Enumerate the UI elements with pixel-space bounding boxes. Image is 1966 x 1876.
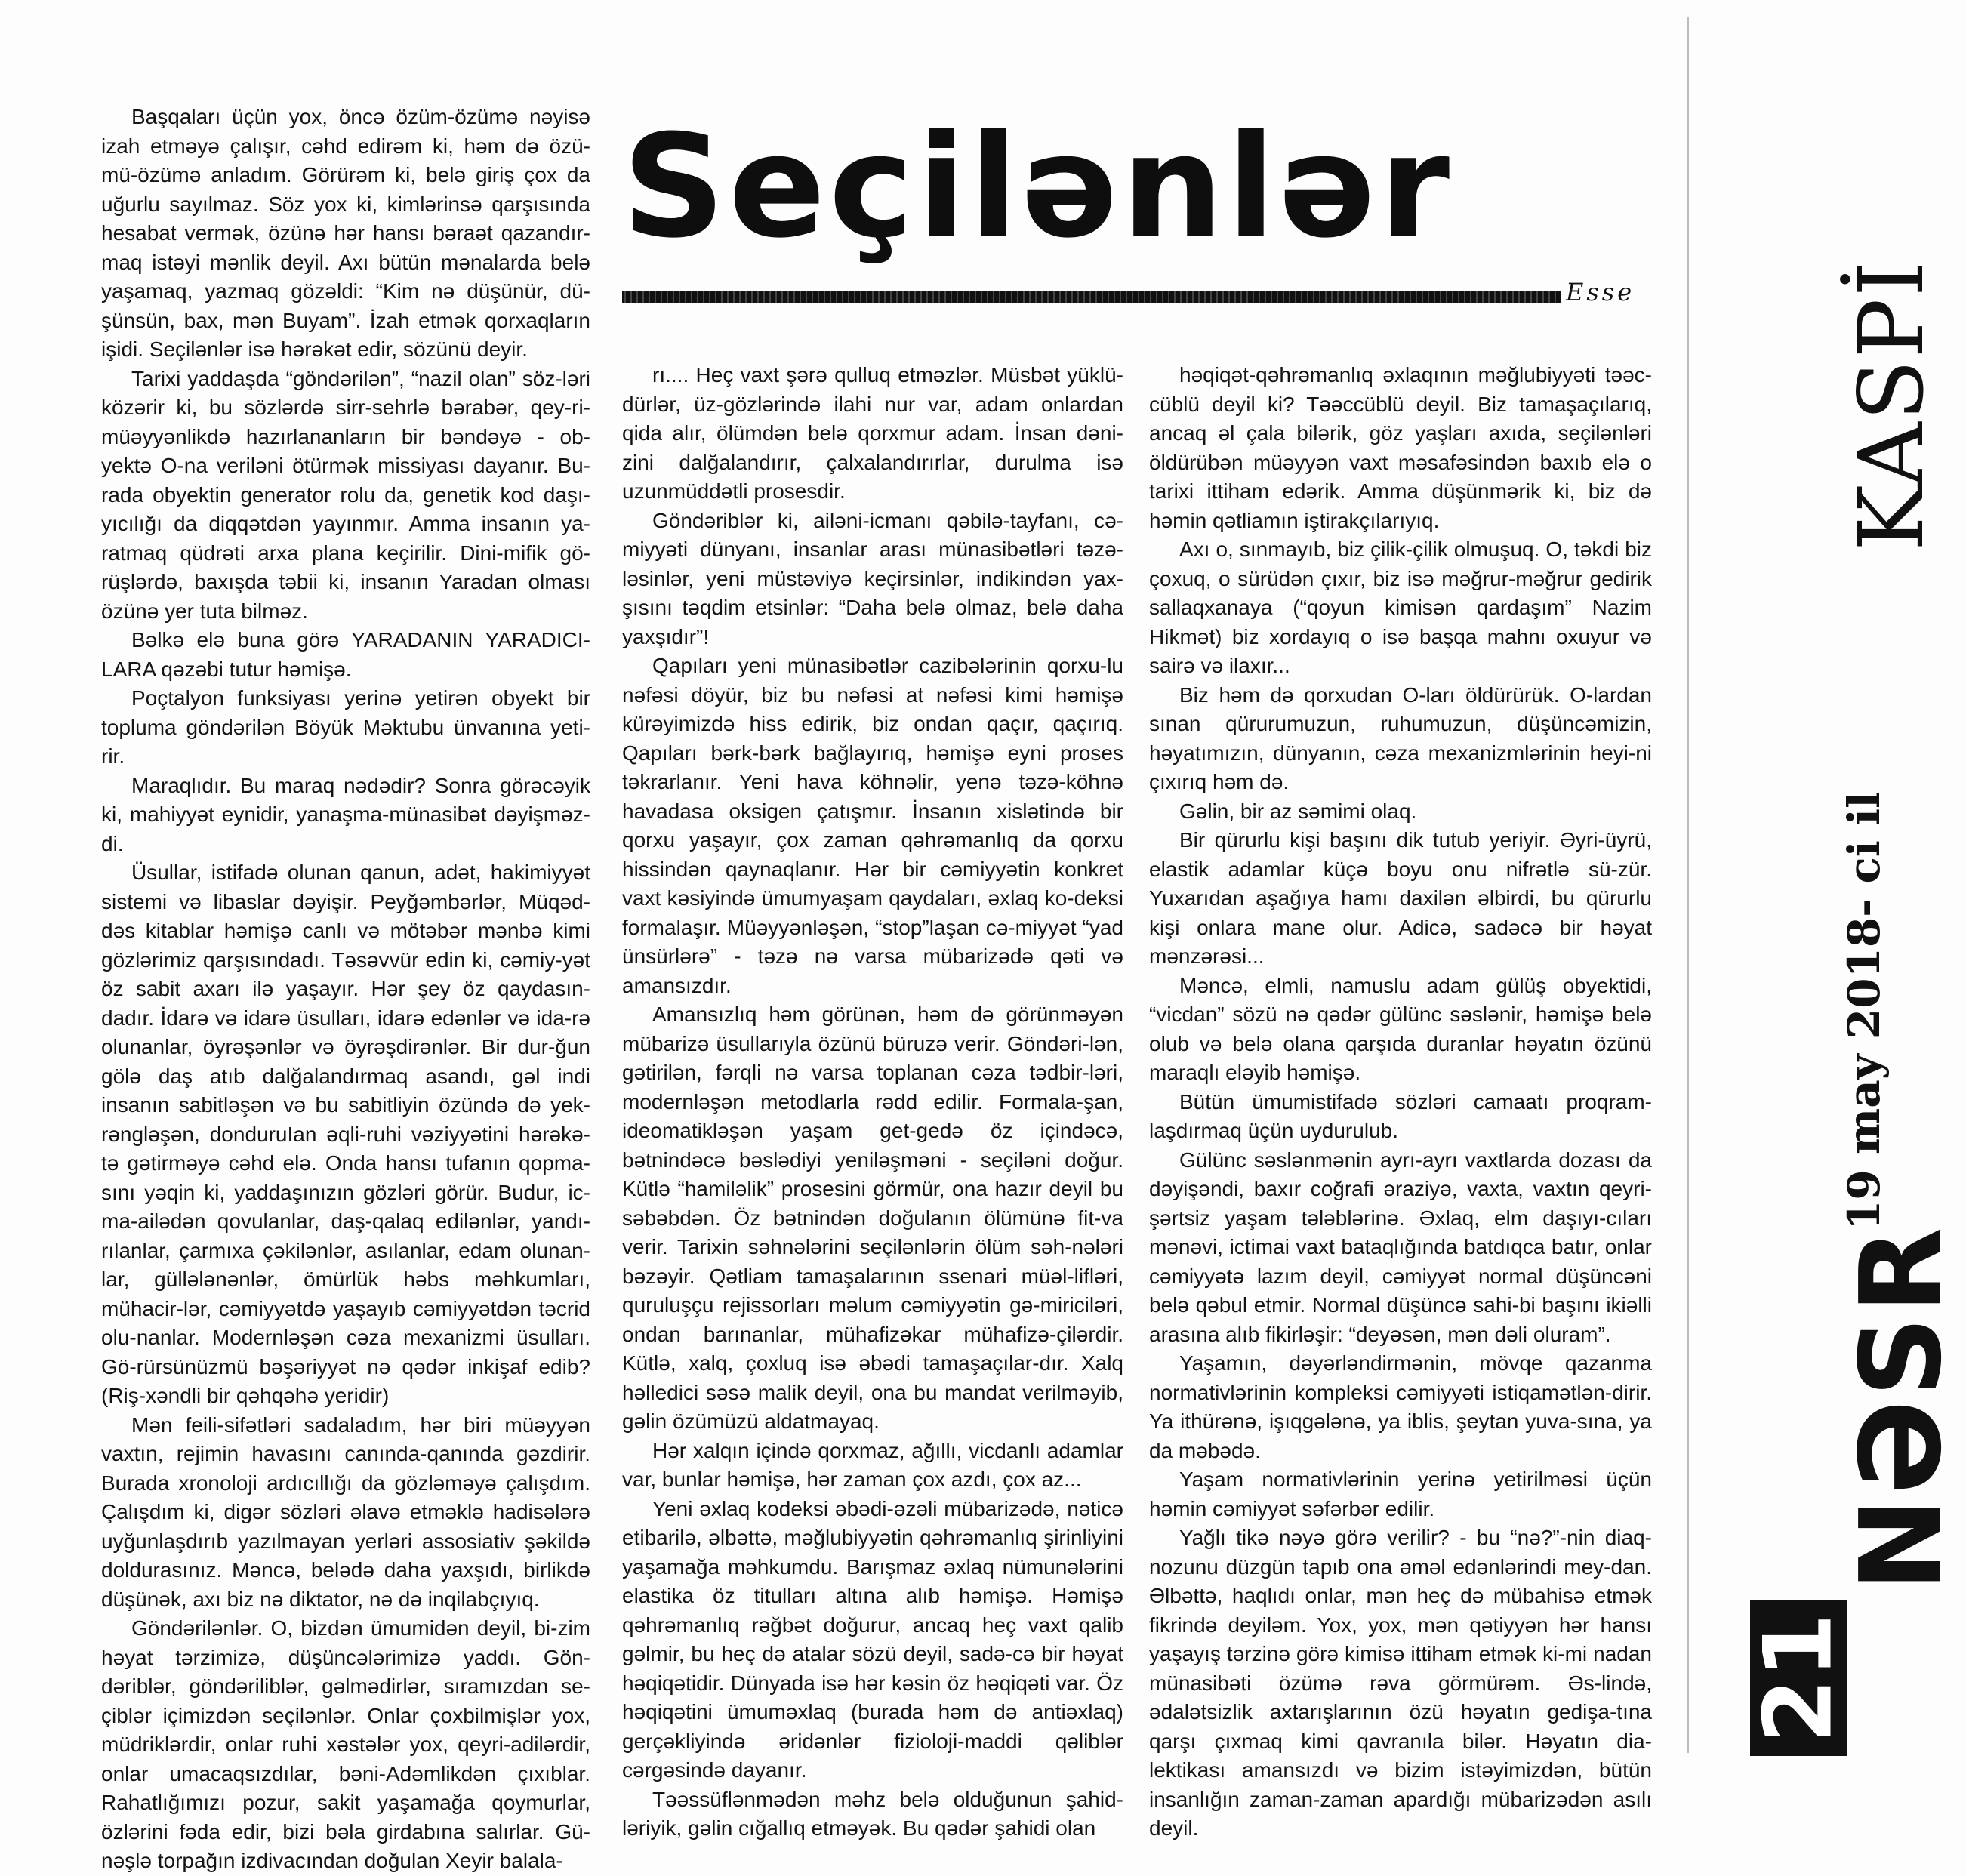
paragraph: Göndəriblər ki, ailəni-icmanı qəbilə-tayfanı, cə-miyyəti dünyanı, insanlar arası münasibətləri təzə-ləsinlər, yeni müstəviyə keçirsinlər, indikindən yax-şısını təqdim etsinlər: “Daha belə olmaz, belə daha yaxşıdır”! bbox=[622, 508, 1123, 648]
paragraph: Göndərilənlər. O, bizdən ümumidən deyil, bi-zim həyat tərzimizə, düşüncələrimizə yaddı. Gön-dəriblər, göndəriliblər, gəlmədirlər, sıramızdan se-çiblər içimizdən seçilənlər. Onlar çoxbilmişlər yox, müdriklərdir, onlar ruhi xəstələr yox, qeyri-adilərdir, onlar umacaqsızdılar, bəni-Adəmlikdən çıxıblar. Rahatlığımızı pozur, sakit yaşamağa qoymurlar, özlərini fəda edir, bizi bəla girdabına salırlar. Gü-nəşlə torpağın izdivacından doğulan Xeyir balala- bbox=[101, 1616, 590, 1872]
paragraph: Təəssüflənmədən məhz belə olduğunun şahid-ləriyik, gəlin cığallıq etməyək. Bu qədər şahidi olan bbox=[622, 1787, 1123, 1840]
article-column-2 bbox=[622, 361, 1123, 1844]
paragraph: Üsullar, istifadə olunan qanun, adət, hakimiyyət sistemi və libaslar dəyişir. Peyğəmbərlər, Müqəd-dəs kitablar həmişə canlı və mötəbər mənbə kimi gözlərimiz qarşısındadı. Təsəvvür edin ki, cəmiy-yət öz sabit axarı ilə yaşayır. Hər şey öz qaydasın-dadır. İdarə və idarə üsulları, idarə edənlər və ida-rə olunanlar, öyrəşənlər və öyrəşdirənlər. Bir dur-ğun gölə daş atıb dalğalandırmaq asandı, gəl indi insanın sabitləşən və bu sabitliyin özündə də yek-rəngləşən, donduruIan əqli-ruhi vəziyyətini hərəkə-tə gətirməyə cəhd elə. Onda hansı tufanın qopma-sını yəqin ki, yaddaşınızın gözləri görür. Budur, ic-ma-ailədən qovulanlar, daş-qalaq edilənlər, yandı-rılanlar, çarmıxa çəkilənlər, asılanlar, edam olunan-lar, güllələnənlər, ömürlük həbs məhkumları, mühacir-lər, cəmiyyətdə yaşayıb cəmiyyətdən təcrid olu-nanlar. Modernləşən cəza mexanizmi üsulları. Gö-rürsünüzmü bəşəriyyət nə qədər inkişaf edib? (Riş-xəndli bir qəhqəhə yeridir) bbox=[101, 861, 590, 1407]
paragraph: Yağlı tikə nəyə görə verilir? - bu “nə?”-nin diaq-nozunu düzgün tapıb ona əməl edənlərindi mey-dan. Əlbəttə, haqlıdı onlar, mən heç də mübahisə etmək fikrində deyiləm. Yox, yox, mən qətiyyən hər hansı yaşayış tərzinə görə kimisə ittiham etmək ki-mi nadan münasibəti özümə rəva görmürəm. Əs-lində, ədalətsizlik axtarışlarının özü həyatın gedişa-tına qarşı çıxmaq kimi qavranıla bilər. Həyatın dia-lektikası amansızdı və bizim istəyimizdən, bütün insanlığın zaman-zaman apardığı mübarizədən asılı deyil. bbox=[1149, 1526, 1652, 1840]
paragraph: Yaşam normativlərinin yerinə yetirilməsi üçün həmin cəmiyyət səfərbər edilir. bbox=[1149, 1468, 1652, 1520]
newspaper-masthead: KASPİ bbox=[1839, 260, 1943, 551]
paragraph: Yeni əxlaq kodeksi əbədi-əzəli mübarizədə, nəticə etibarilə, əlbəttə, məğlubiyyətin qəhrəmanlıq şirinliyini yaşamağa məhkumdu. Barışmaz əxlaq nümunələrini elastika öz titulları altına alıb həmişə. Həmişə qəhrəmanlıq rəğbət doğurur, ancaq heç vaxt qalib gəlmir, bu heç də atalar sözü deyil, sadə-cə bir həyat həqiqətidir. Dünyada isə hər kəsin öz həqiqəti var. Öz həqiqətini ümuməxlaq (burada həm də antiəxlaq) gerçəkliyində əridənlər fizioloji-maddi qəliblər cərgəsində dayanır. bbox=[622, 1496, 1123, 1782]
paragraph: Bəlkə elə buna görə YARADANIN YARADICI-LARA qəzəbi tutur həmişə. bbox=[101, 628, 590, 681]
page-number-box bbox=[1744, 1600, 1853, 1756]
paragraph: Poçtalyon funksiyası yerinə yetirən obyekt bir topluma göndərilən Böyük Məktubu ünvanına yeti-rir. bbox=[101, 686, 590, 768]
issue-date: 19 may 2018- ci il bbox=[1838, 791, 1890, 1231]
paragraph: Hər xalqın içində qorxmaz, ağıllı, vicdanlı adamlar var, bunlar həmişə, hər zaman çox azdı, çox az... bbox=[622, 1438, 1123, 1491]
section-title: NƏSR bbox=[1836, 1224, 1966, 1591]
paragraph: Bir qürurlu kişi başını dik tutub yeriyir. Əyri-üyrü, elastik adamlar küçə boyu onu nifrətlə sü-zür. Yuxarıdan aşağıya hamı daxilən əlbirdi, bu qürurlu kişi onlara mane olur. Adicə, sadəcə bir həyat mənzərəsi... bbox=[1149, 828, 1652, 968]
article-title: Seçilənlər bbox=[622, 104, 1453, 270]
article-column-1 bbox=[101, 103, 590, 1876]
sidebar-divider bbox=[1687, 17, 1689, 1753]
paragraph: Bütün ümumistifadə sözləri camaatı proqram-laşdırmaq üçün uydurulub. bbox=[1149, 1089, 1652, 1142]
article-column-3 bbox=[1149, 361, 1652, 1844]
paragraph: Mən feili-sifətləri sadaladım, hər biri müəyyən vaxtın, rejimin havasını canında-qanında gəzdirir. Burada xronoloji ardıcıllığı da gözləməyə çalışdım. Çalışdım ki, digər sözləri əlavə etməklə hadisələrə uyğunlaşdırıb yazılmayan yerləri assosiativ şəkildə doldurasınız. Məncə, belədə daha yaxşıdı, birlikdə düşünək, axı biz nə diktator, nə də inqilabçıyıq. bbox=[101, 1412, 590, 1611]
paragraph: Biz həm də qorxudan O-ları öldürürük. O-lardan sınan qürurumuzun, ruhumuzun, düşüncəmizin, həyatımızın, dünyanın, cəza mexanizmlərinin heyi-ni çıxırıq həm də. bbox=[1149, 682, 1652, 793]
paragraph: Yaşamın, dəyərləndirmənin, mövqe qazanma normativlərinin kompleksi cəmiyyəti istiqamətlən-dirir. Ya ithürənə, işıqgələnə, ya iblis, şeytan yuva-sına, ya da məbədə. bbox=[1149, 1351, 1652, 1462]
paragraph: Gəlin, bir az səmimi olaq. bbox=[1179, 799, 1417, 823]
genre-label: Esse bbox=[1566, 278, 1635, 307]
paragraph: Qapıları yeni münasibətlər cazibələrinin qorxu-lu nəfəsi döyür, biz bu nəfəsi at nəfəsi kimi həmişə kürəyimizdə hiss edirik, biz ondan qaçır, qaçırıq. Qapıları bərk-bərk bağlayırıq, həmişə eyni proses təkrarlanır. Yeni hava köhnəlir, yenə təzə-köhnə havadasa oksigen çatışmır. İnsanın xislətində bir qorxu yaşayır, çox zaman qəhrəmanlıq da qorxu hissindən qaynaqlanır. Hər bir cəmiyyətin konkret vaxt kəsiyində ümumyaşam qaydaları, əxlaq ko-deksi formalaşır. Müəyyənləşən, “stop”laşan cə-miyyət “yad ünsürlərə” - təzə nə varsa mübarizədə qəti və amansızdır. bbox=[622, 654, 1123, 997]
title-divider bbox=[622, 291, 1561, 303]
paragraph: rı.... Heç vaxt şərə qulluq etməzlər. Müsbət yüklü-dürlər, üz-gözlərində ilahi nur var, adam onlardan qida alır, ölümdən belə qorxmur adam. İnsan dəni-zini dalğalandırır, çalxalandırırlar, durulma isə uzunmüddətli prosesdir. bbox=[622, 363, 1123, 503]
paragraph: Maraqlıdır. Bu maraq nədədir? Sonra görəcəyik ki, mahiyyət eynidir, yanaşma-münasibət dəyişməz-di. bbox=[101, 773, 590, 855]
paragraph: Gülünc səslənmənin ayrı-ayrı vaxtlarda dozası da dəyişəndi, baxır coğrafi əraziyə, vaxta, vaxtın qeyri-şərtsiz yaşam tələblərinə. Əxlaq, elm daşıyı-cıları mənəvi, ictimai vaxt bataqlığında batdıqca batır, onlar cəmiyyətə lazım deyil, cəmiyyət normal düşüncəni belə qəbul etmir. Normal düşüncə sahi-bi başını ikiəlli arasına alıb fikirləşir: “deyəsən, mən dəli oluram”. bbox=[1149, 1147, 1652, 1346]
paragraph: Amansızlıq həm görünən, həm də görünməyən mübarizə üsullarıyla özünü büruzə verir. Göndəri-lən, gətirilən, fərqli nə varsa toplanan cəza tədbir-ləri, modernləşən metodlarla rədd edilir. Formala-şan, ideomatikləşən yaşam get-gedə öz içindəcə, bətnindəcə bəslədiyi yeniləşməni - seçiləni doğur. Kütlə “hamiləlik” prosesini görmür, ona hazır deyil bu səbəbdən. Öz bətnindən doğulanın ölümünə fit-va verir. Tarixin səhnələrini seçilənlərin ölüm səh-nələri bəzəyir. Qətliam tamaşalarının ssenari müəl-lifləri, quruluşçu rejissorları məlum cəmiyyətin gə-miriciləri, ondan barınanlar, mühafizəkar mühafizə-çilərdir. Kütlə, xalq, çoxluq isə əbədi tamaşaçılar-dır. Xalq həlledici səsə malik deyil, ona bu mandat verilməyib, gəlin özümüzü aldatmayaq. bbox=[622, 1003, 1123, 1433]
page-number: 21 bbox=[1744, 1613, 1853, 1744]
paragraph: Məncə, elmli, namuslu adam gülüş obyektidi, “vicdan” sözü nə qədər gülünc səslənir, həmişə belə olub və belə olana qarşıda duranlar həyatın özünü maraqlı eləyib həmişə. bbox=[1149, 973, 1652, 1084]
paragraph: Tarixi yaddaşda “göndərilən”, “nazil olan” söz-ləri közərir ki, bu sözlərdə sirr-sehrlə bərabər, qey-ri-müəyyənlikdə hazırlananların bir bəndəyə - ob-yektə O-na veriləni ötürmək missiyası dayanır. Bu-rada obyektin generator rolu da, genetik kod daşı-yıcılığı da diqqətdən yayınmır. Amma insanın ya-ratmaq qüdrəti arxa plana keçirilir. Dini-mifik gö-rüşlərdə, baxışda təbii ki, insanın Yaradan olması özünə yer tuta bilməz. bbox=[101, 366, 590, 623]
paragraph: Axı o, sınmayıb, biz çilik-çilik olmuşuq. O, təkdi biz çoxuq, o sürüdən çıxır, biz isə məğrur-məğrur gedirik sallaqxanaya (“qoyun kimisən qardaşım” Nazim Hikmət) biz xordayıq o isə başqa mahnı oxuyur və sairə və ilaxır... bbox=[1149, 538, 1652, 677]
paragraph: həqiqət-qəhrəmanlıq əxlaqının məğlubiyyəti təəc-cüblü deyil ki? Təəccüblü deyil. Biz tamaşaçılarıq, ancaq əl çala bilərik, göz yaşları axıda, seçilənləri öldürübən müəyyən vaxt məsafəsindən baxıb elə o tarixi ittiham edərik. Amma düşünmərik ki, biz də həmin qətliamın iştirakçılarıyıq. bbox=[1149, 363, 1652, 532]
paragraph: Başqaları üçün yox, öncə özüm-özümə nəyisə izah etməyə çalışır, cəhd edirəm ki, həm də özü-mü-özümə anladım. Görürəm ki, belə giriş çox da uğurlu sayılmaz. Söz yox ki, kimlərinsə qarşısında hesabat vermək, özünə hər hansı bəraət qazandır-maq istəyi mənlik deyil. Axı bütün mənalarda belə yaşamaq, yazmaq gözəldi: “Kim nə düşünür, dü-şünsün, bax, mən Buyam”. İzah etmək qorxaqların işidi. Seçilənlər isə hərəkət edir, sözünü deyir. bbox=[101, 105, 590, 361]
